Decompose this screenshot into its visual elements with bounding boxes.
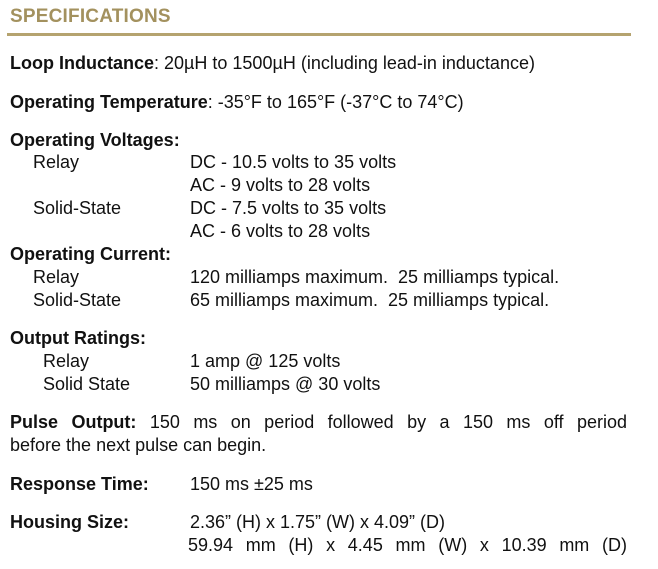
voltages-relay-dc: DC - 10.5 volts to 35 volts bbox=[190, 152, 397, 172]
operating-current-label: Operating Current: bbox=[10, 244, 172, 264]
loop-inductance-value: : 20µH to 1500µH (including lead-in inductance) bbox=[154, 53, 535, 73]
operating-voltages-label: Operating Voltages: bbox=[10, 130, 180, 150]
current-solid-state-label: Solid-State bbox=[33, 290, 122, 310]
response-time-label: Response Time: bbox=[10, 474, 149, 494]
operating-temperature-value: : -35°F to 165°F (-37°C to 74°C) bbox=[207, 92, 464, 112]
current-relay-value: 120 milliamps maximum. 25 milliamps typical. bbox=[190, 267, 560, 287]
housing-size-imperial: 2.36” (H) x 1.75” (W) x 4.09” (D) bbox=[190, 512, 446, 532]
specifications-heading: SPECIFICATIONS bbox=[10, 6, 171, 27]
pulse-output-line-1 bbox=[10, 411, 627, 434]
ratings-relay-label: Relay bbox=[43, 351, 90, 371]
housing-size-label: Housing Size: bbox=[10, 512, 130, 532]
housing-size-metric: 59.94 mm (H) x 4.45 mm (W) x 10.39 mm (D) bbox=[188, 535, 627, 555]
ratings-relay-value: 1 amp @ 125 volts bbox=[190, 351, 341, 371]
voltages-relay-label: Relay bbox=[33, 152, 80, 172]
pulse-output-label: Pulse Output: bbox=[10, 412, 137, 432]
output-ratings-label: Output Ratings: bbox=[10, 328, 146, 348]
loop-inductance-row bbox=[10, 52, 535, 74]
ratings-solid-state-value: 50 milliamps @ 30 volts bbox=[190, 374, 381, 394]
voltages-relay-ac: AC - 9 volts to 28 volts bbox=[190, 175, 371, 195]
voltages-solid-state-dc: DC - 7.5 volts to 35 volts bbox=[190, 198, 387, 218]
ratings-solid-state-label: Solid State bbox=[43, 374, 131, 394]
pulse-output-text-2: before the next pulse can begin. bbox=[10, 435, 267, 455]
current-relay-label: Relay bbox=[33, 267, 80, 287]
loop-inductance-label: Loop Inductance bbox=[10, 53, 154, 73]
heading-divider bbox=[7, 33, 631, 36]
operating-temperature-row bbox=[10, 91, 464, 113]
voltages-solid-state-ac: AC - 6 volts to 28 volts bbox=[190, 221, 371, 241]
voltages-solid-state-label: Solid-State bbox=[33, 198, 122, 218]
current-solid-state-value: 65 milliamps maximum. 25 milliamps typical. bbox=[190, 290, 550, 310]
response-time-value: 150 ms ±25 ms bbox=[190, 474, 313, 494]
operating-temperature-label: Operating Temperature bbox=[10, 92, 208, 112]
pulse-output-text-1: 150 ms on period followed by a 150 ms off period bbox=[149, 412, 627, 432]
